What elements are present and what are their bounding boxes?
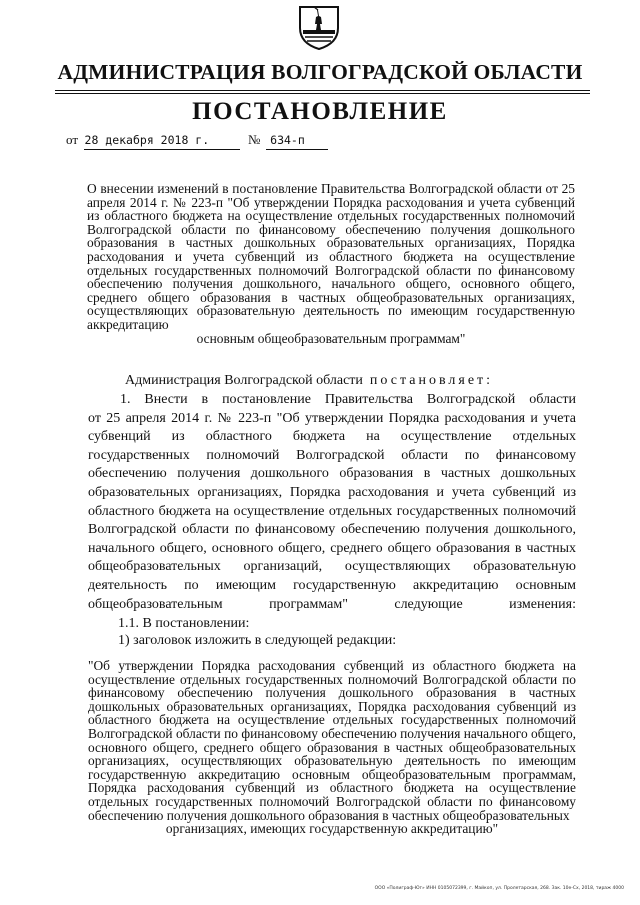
document-number-line — [248, 132, 305, 148]
quote-text: "Об утверждении Порядка расходования субвенций из областного бюджета на осуществление отдельных государственных полномочий Волгоградской области по финансовому обеспечению получения дошкольного образования в частных дошкольных образовательных организациях, Порядка расходования субвенций из областного бюджета на осуществление отдельных государственных полномочий Волгоградской области по финансовому обеспечению получения начального общего, основного общего, среднего общего образования в частных общеобразовательных организациях, осуществляющих образовательную деятельность по имеющим государственную аккредитацию основным общеобразовательным программам, Порядка расходования субвенций из областного бюджета на осуществление отдельных государственных полномочий Волгоградской области по финансовому обеспечению получения дошкольного образования в частных общеобразовательных — [88, 658, 576, 823]
organization-title: АДМИНИСТРАЦИЯ ВОЛГОГРАДСКОЙ ОБЛАСТИ — [57, 60, 583, 84]
printer-imprint: ООО «Полиграф-Юг» ИНН 0105072399, г. Майкоп, ул. Пролетарская, 268. Зак. 10е-Сх, 2018, тираж 4000 — [374, 886, 624, 891]
item-1-text: от 25 апреля 2014 г. № 223-п "Об утверждении Порядка расходования и учета субвенций из областного бюджета на осуществление отдельных государственных полномочий Волгоградской области по финансовому обеспечению получения дошкольного образования в частных дошкольных образовательных организациях, Порядка расходования и учета субвенций из областного бюджета на осуществление отдельных государственных полномочий Волгоградской области по финансовому обеспечению получения дошкольного, начального общего, основного общего, среднего общего образования в частных общеобразовательных организаций, осуществляющих образовательную деятельность по имеющим государственную аккредитацию основным общеобразовательным программам" следующие изменения: — [88, 410, 576, 612]
header-divider-thin — [55, 93, 590, 94]
date-label: от — [66, 132, 79, 147]
new-title-quote — [88, 659, 576, 836]
item-1-paragraph — [88, 391, 576, 614]
item-1-first-line: 1. Внести в постановление Правительства Волгоградской области — [120, 392, 576, 407]
subject-last-line: основным общеобразовательным программам" — [196, 330, 466, 346]
number-underline — [266, 149, 328, 150]
document-number: 634-п — [270, 133, 305, 147]
date-underline — [84, 149, 240, 150]
intro-paragraph — [88, 372, 576, 391]
quote-last-line: организациях, имеющих государственную аккредитацию" — [165, 821, 499, 837]
subject-text: О внесении изменений в постановление Правительства Волгоградской области от 25 апреля 2014 г. № 223-п "Об утверждении Порядка расходования и учета субвенций из областного бюджета на осуществление отдельных государственных полномочий Волгоградской области по финансовому обеспечению получения дошкольного образования в частных дошкольных образовательных организациях, Порядка расходования и учета субвенций из областного бюджета на осуществление отдельных государственных полномочий Волгоградской области по финансовому обеспечению получения дошкольного, начального общего, основного общего, среднего общего образования в частных общеобразовательных организациях, осуществляющих образовательную деятельность по имеющим государственную аккредитацию — [87, 181, 575, 332]
number-label: № — [248, 132, 261, 147]
subitem-1-1-1: 1) заголовок изложить в следующей редакции: — [118, 633, 397, 648]
header-divider — [55, 90, 590, 91]
document-date: 28 декабря 2018 г. — [84, 133, 210, 147]
document-type-title: ПОСТАНОВЛЕНИЕ — [192, 98, 448, 125]
intro-prefix: Администрация Волгоградской области — [125, 373, 363, 388]
coat-of-arms-icon — [296, 4, 342, 50]
subitem-1-1: 1.1. В постановлении: — [118, 616, 250, 631]
document-subject — [87, 182, 575, 345]
intro-verb: постановляет: — [369, 373, 494, 388]
document-date-line — [66, 132, 209, 148]
